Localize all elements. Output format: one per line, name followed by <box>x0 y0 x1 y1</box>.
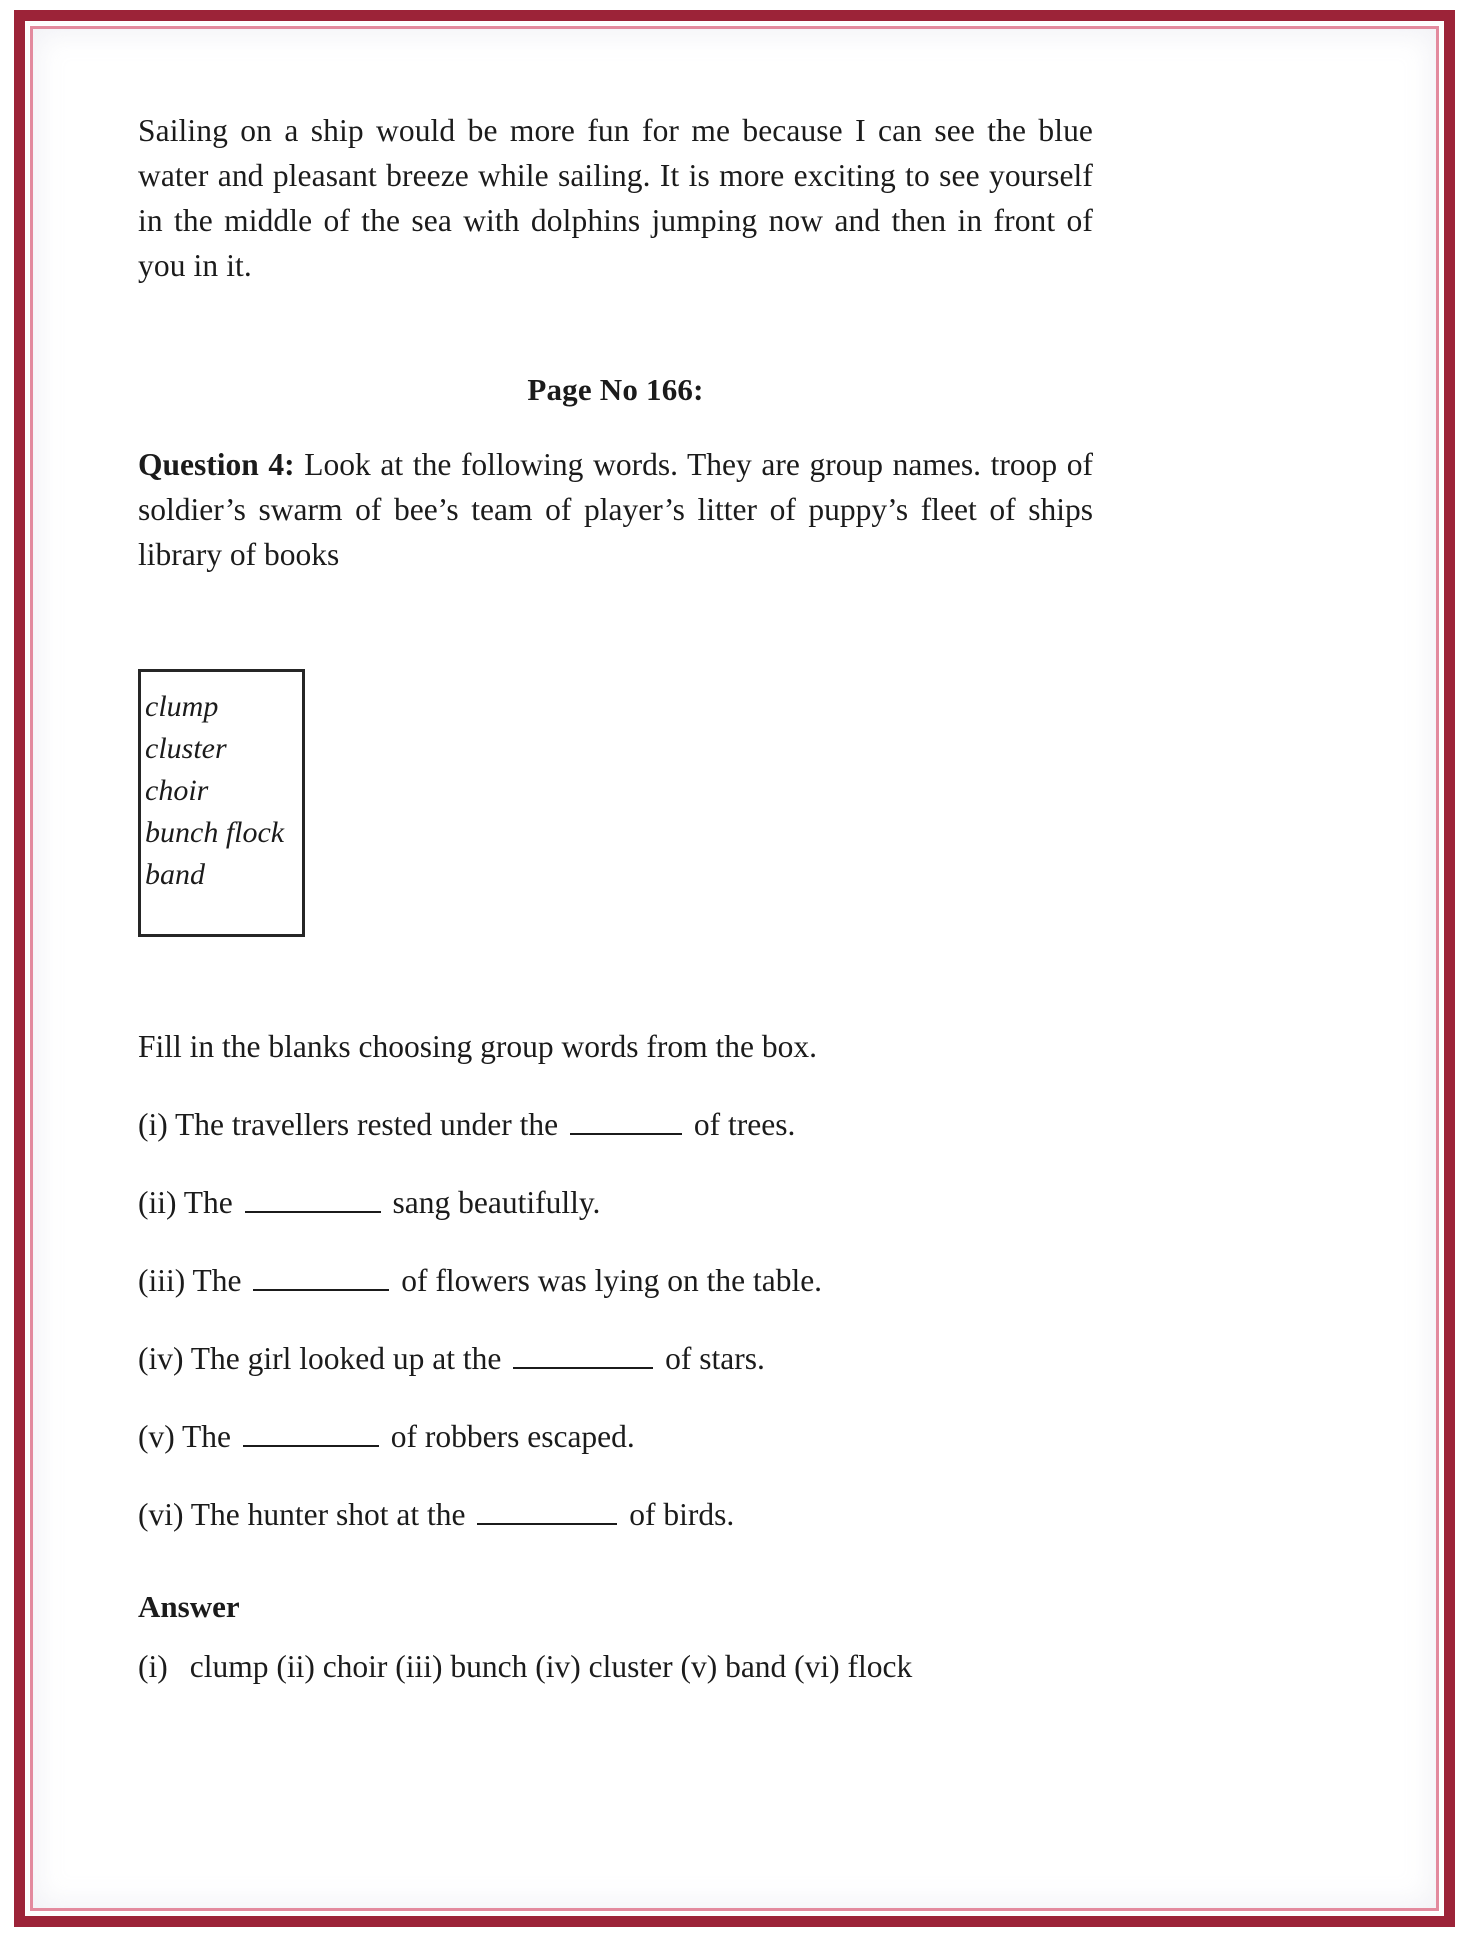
word-box-item: choir <box>145 774 209 807</box>
spacer <box>138 288 1093 372</box>
blank-item-text-before: The hunter shot at the <box>183 1497 474 1532</box>
blank-item-number: (vi) <box>138 1497 184 1532</box>
blank-item-text-after: of stars. <box>657 1341 765 1376</box>
page-number-heading: Page No 166: <box>527 372 704 407</box>
intro-paragraph: Sailing on a ship would be more fun for me because I can see the blue water and pleasant breeze while sailing. It is more exciting to see yourself in the middle of the sea with dolphins jumping now and then in front of you in it. <box>138 113 1093 283</box>
answer-blank[interactable] <box>513 1341 653 1369</box>
answer-line <box>138 1645 1093 1689</box>
spacer <box>138 1571 1093 1585</box>
blank-item-3 <box>138 1259 1093 1303</box>
blank-item-number: (iv) <box>138 1341 184 1376</box>
word-box-wrapper <box>138 669 1093 937</box>
blank-item-2 <box>138 1181 1093 1225</box>
answer-blank[interactable] <box>253 1263 389 1291</box>
blank-item-number: (iii) <box>138 1263 186 1298</box>
answer-number: (i) <box>138 1649 168 1684</box>
blank-item-number: (i) <box>138 1107 168 1142</box>
word-box-item: band <box>145 858 205 891</box>
blank-item-1 <box>138 1103 1093 1147</box>
blank-item-text-after: sang beautifully. <box>384 1185 601 1220</box>
answer-blank[interactable] <box>243 1419 379 1447</box>
word-box <box>138 669 305 937</box>
blank-item-number: (v) <box>138 1419 175 1454</box>
blank-item-number: (ii) <box>138 1185 177 1220</box>
blank-item-text-before: The <box>174 1419 239 1454</box>
answer-blank[interactable] <box>570 1107 682 1135</box>
question-text: Look at the following words. They are group names. troop of soldier’s swarm of bee’s team of player’s litter of puppy’s fleet of ships library of books <box>138 447 1093 572</box>
spacer <box>138 937 1093 1025</box>
answer-heading: Answer <box>138 1589 240 1624</box>
question-label: Question 4: <box>138 447 295 482</box>
answer-blank[interactable] <box>245 1185 381 1213</box>
answer-text: clump (ii) choir (iii) bunch (iv) cluster (v) band (vi) flock <box>189 1649 913 1684</box>
blank-item-text-before: The <box>176 1185 241 1220</box>
blank-item-text-before: The girl looked up at the <box>183 1341 510 1376</box>
blank-item-text-after: of flowers was lying on the table. <box>393 1263 823 1298</box>
spacer <box>138 1629 1093 1645</box>
word-box-item: bunch flock <box>145 816 285 849</box>
blank-item-4 <box>138 1337 1093 1381</box>
blank-item-text-after: of trees. <box>686 1107 796 1142</box>
fill-blanks-instruction: Fill in the blanks choosing group words from the box. <box>138 1029 817 1064</box>
spacer <box>138 1069 1093 1103</box>
word-box-item: cluster <box>145 732 227 765</box>
blank-item-text-after: of birds. <box>621 1497 735 1532</box>
blank-item-5 <box>138 1415 1093 1459</box>
blank-item-text-before: The travellers rested under the <box>167 1107 566 1142</box>
question-block <box>138 442 1093 577</box>
word-box-item: clump <box>145 690 219 723</box>
answer-blank[interactable] <box>477 1497 617 1525</box>
page-content <box>138 108 1093 1689</box>
blank-item-text-after: of robbers escaped. <box>382 1419 635 1454</box>
spacer <box>138 408 1093 442</box>
blank-item-6 <box>138 1493 1093 1537</box>
blank-item-text-before: The <box>185 1263 250 1298</box>
